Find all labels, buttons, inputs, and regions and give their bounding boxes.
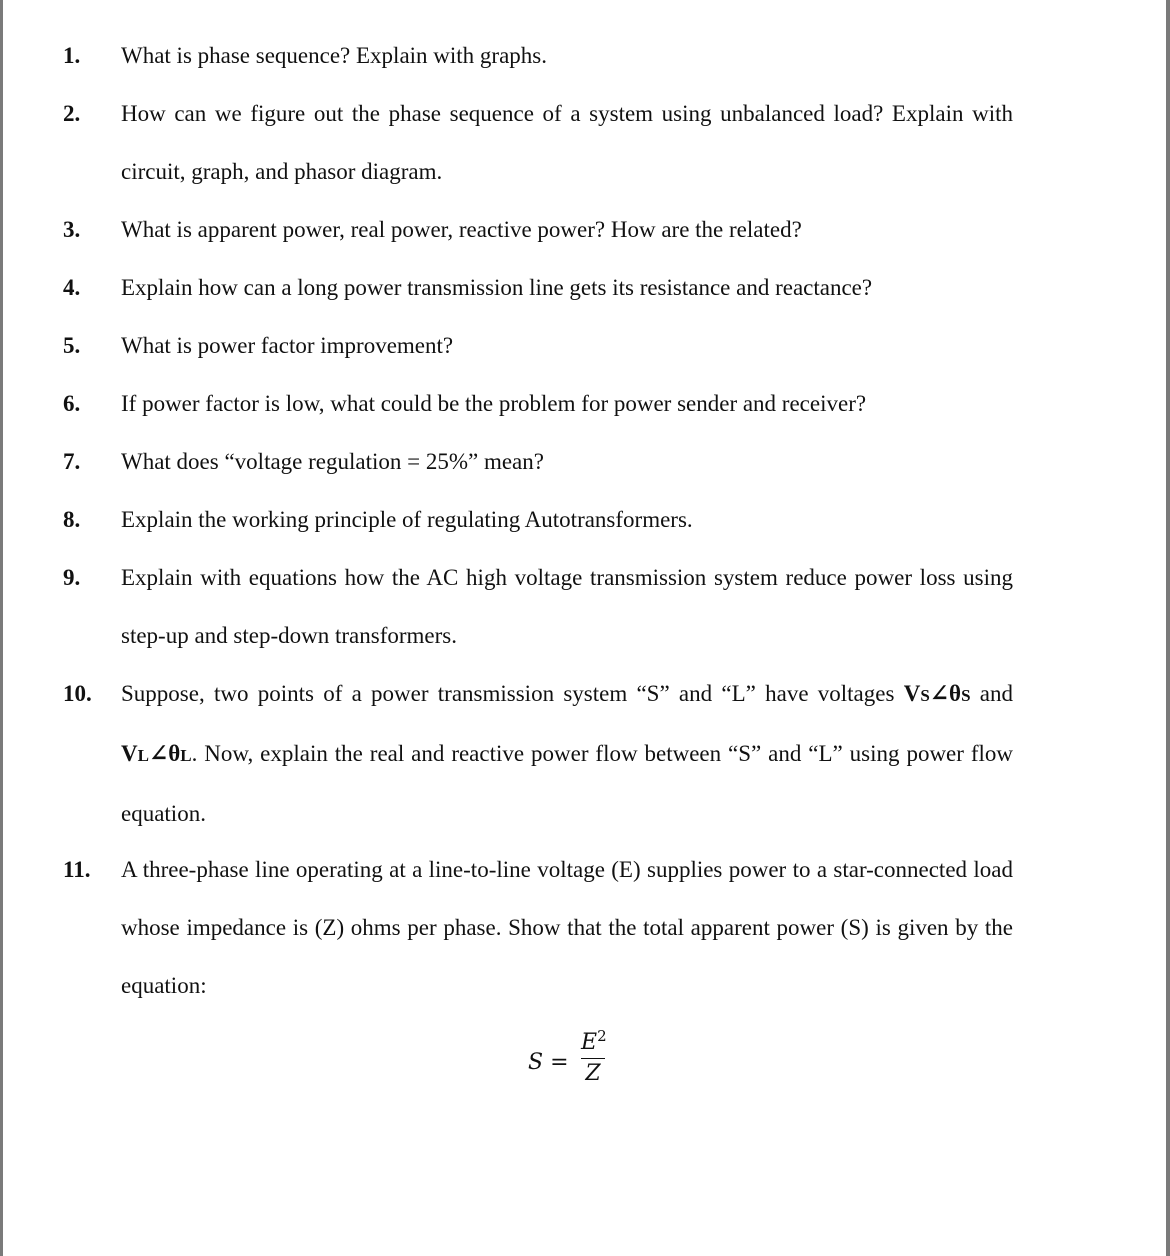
question-text: What is apparent power, real power, reactive power? How are the related? [121,217,802,242]
question-text: What is power factor improvement? [121,333,454,358]
question-number: 1. [63,43,81,68]
question-number: 7. [63,449,81,474]
question-number: 5. [63,333,81,358]
question-text: Explain the working principle of regulating Autotransformers. [121,507,693,532]
question-text: A three-phase line operating at a line-to-line voltage (E) supplies power to a star-connected load whose impedance is (Z) ohms per phase. Show that the total apparent power (S) is given by the equation: [121,857,1013,998]
question-number: 11. [63,857,91,882]
question-text-part: Suppose, two points of a power transmission system “S” and “L” have voltages [121,681,904,706]
question-number: 10. [63,681,92,706]
equation-numerator [581,1027,607,1056]
voltage-s-subscript: S [920,686,930,705]
voltage-l-angle: ∠θ [148,741,181,766]
question-text: How can we figure out the phase sequence of a system using unbalanced load? Explain with circuit, graph, and phasor diagram. [121,101,1013,184]
question-number: 3. [63,217,81,242]
question-text-part: and [970,681,1013,706]
voltage-s-symbol: V [903,681,921,706]
question-number: 8. [63,507,81,532]
question-text: If power factor is low, what could be the problem for power sender and receiver? [121,391,867,416]
voltage-s-angle: ∠θ [929,681,962,706]
voltage-s [904,681,971,706]
question-number: 4. [63,275,81,300]
question-number: 6. [63,391,81,416]
fraction-bar [581,1058,605,1059]
equation-lhs: S = [528,1050,569,1075]
question-text: What does “voltage regulation = 25%” mean? [121,449,544,474]
question-text [121,665,1013,843]
voltage-l [121,741,192,766]
numerator-exponent: 2 [597,1027,607,1045]
question-text: Explain how can a long power transmission line gets its resistance and reactance? [121,275,873,300]
question-number: 2. [63,101,81,126]
question-number: 9. [63,565,81,590]
voltage-l-subscript: L [137,746,149,765]
equation-fraction [581,1027,607,1087]
question-text: Explain with equations how the AC high voltage transmission system reduce power loss using step-up and step-down transformers. [121,565,1013,648]
question-text: What is phase sequence? Explain with graphs. [121,43,548,68]
equation-denominator: Z [585,1061,601,1086]
question-text-part: . Now, explain the real and reactive power flow between “S” and “L” using power flow equation. [121,741,1013,826]
voltage-l-symbol: V [121,741,138,766]
numerator-symbol: E [581,1030,598,1055]
voltage-l-angle-subscript: L [180,746,192,765]
voltage-s-angle-subscript: S [961,686,971,705]
